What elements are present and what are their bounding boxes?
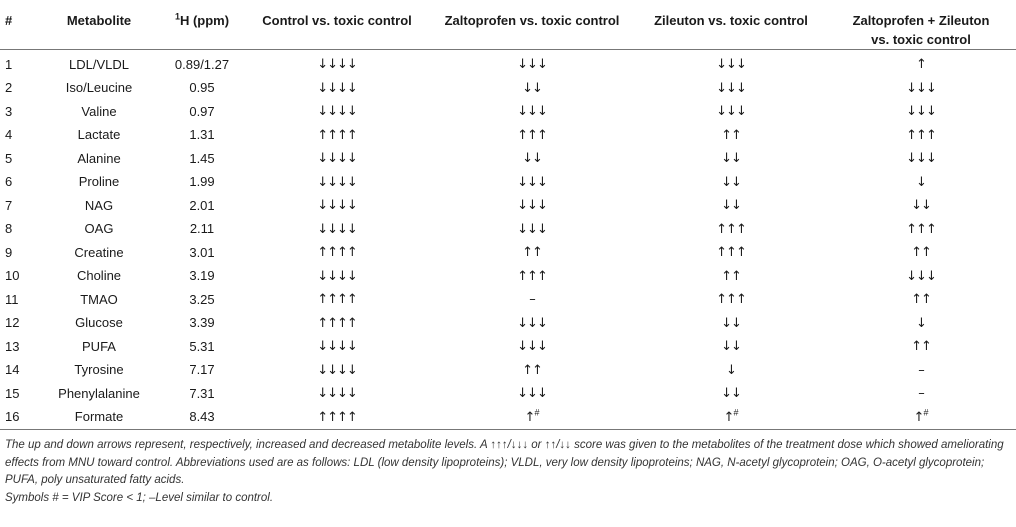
header-row (0, 0, 1016, 50)
table-footnotes (5, 437, 1011, 507)
cell-zileuton-value: ↓↓ (721, 151, 741, 167)
cell-num (0, 406, 40, 430)
cell-control-value: ↓↓↓↓ (317, 362, 357, 378)
cell-control (246, 406, 428, 430)
cell-metabolite (40, 194, 158, 218)
cell-zileuton (636, 194, 826, 218)
cell-ppm-value: 0.89/1.27 (174, 56, 230, 72)
cell-num (0, 312, 40, 336)
cell-ppm (158, 218, 246, 242)
cell-zaltoprofen-value: ↑↑ (522, 362, 542, 378)
header-num: # (0, 0, 40, 50)
cell-control-value: ↑↑↑↑ (317, 315, 357, 331)
cell-metabolite (40, 241, 158, 265)
cell-zaltoprofen-value: ↓↓↓ (517, 386, 547, 402)
cell-zileuton (636, 218, 826, 242)
cell-combo (826, 359, 1016, 383)
table-row (0, 218, 1016, 242)
cell-zaltoprofen (428, 218, 636, 242)
cell-control (246, 77, 428, 101)
cell-metabolite-value: Lactate (77, 127, 121, 143)
header-combo-line2: vs. toxic control (871, 32, 971, 47)
cell-ppm-value: 3.19 (189, 268, 215, 284)
cell-metabolite-value: TMAO (80, 291, 118, 307)
cell-zaltoprofen (428, 194, 636, 218)
cell-control-value: ↓↓↓↓ (317, 221, 357, 237)
cell-combo (826, 124, 1016, 148)
cell-num (0, 77, 40, 101)
table-row (0, 77, 1016, 101)
cell-control-value: ↓↓↓↓ (317, 268, 357, 284)
cell-metabolite (40, 359, 158, 383)
cell-metabolite (40, 382, 158, 406)
cell-zaltoprofen (428, 241, 636, 265)
cell-control-value: ↓↓↓↓ (317, 151, 357, 167)
cell-control (246, 241, 428, 265)
cell-ppm-value: 2.01 (189, 197, 215, 213)
cell-control-value: ↑↑↑↑ (317, 245, 357, 261)
cell-num (0, 241, 40, 265)
cell-combo-value: ↑↑ (911, 292, 931, 308)
cell-zileuton-value: ↑↑↑ (716, 245, 746, 261)
header-control: Control vs. toxic control (246, 0, 428, 50)
cell-combo (826, 335, 1016, 359)
cell-combo (826, 218, 1016, 242)
cell-combo (826, 171, 1016, 195)
cell-metabolite-value: NAG (84, 197, 114, 213)
cell-zaltoprofen-value: ↓↓↓ (517, 198, 547, 214)
cell-combo (826, 288, 1016, 312)
cell-ppm (158, 335, 246, 359)
cell-num-value: 5 (5, 150, 13, 166)
cell-metabolite (40, 171, 158, 195)
cell-combo-value: – (918, 362, 924, 378)
cell-control-value: ↓↓↓↓ (317, 80, 357, 96)
cell-control-value: ↓↓↓↓ (317, 104, 357, 120)
cell-zileuton (636, 359, 826, 383)
cell-control (246, 359, 428, 383)
cell-zileuton-value: ↓↓ (721, 339, 741, 355)
cell-num-value: 8 (5, 221, 13, 237)
cell-num-value: 13 (5, 338, 20, 354)
cell-combo (826, 100, 1016, 124)
cell-zaltoprofen-value: ↑↑↑ (517, 127, 547, 143)
cell-combo-value: ↓ (916, 174, 926, 190)
cell-ppm-value: 7.31 (189, 385, 215, 401)
cell-ppm (158, 50, 246, 77)
cell-zaltoprofen (428, 77, 636, 101)
cell-zileuton-value: ↓↓↓ (716, 57, 746, 73)
cell-control-value: ↓↓↓↓ (317, 198, 357, 214)
cell-ppm-value: 7.17 (189, 362, 215, 378)
cell-control-value: ↑↑↑↑ (317, 409, 357, 425)
cell-ppm-value: 3.39 (189, 315, 215, 331)
cell-num-value: 14 (5, 362, 20, 378)
cell-metabolite-value: Alanine (77, 150, 121, 166)
cell-control (246, 124, 428, 148)
cell-zileuton-value: ↓↓↓ (716, 80, 746, 96)
cell-zaltoprofen-value: ↓↓↓ (517, 174, 547, 190)
cell-zaltoprofen (428, 147, 636, 171)
cell-zileuton (636, 288, 826, 312)
vip-mark: # (923, 407, 929, 418)
cell-ppm-value: 0.95 (189, 80, 215, 96)
cell-ppm (158, 100, 246, 124)
table-row (0, 265, 1016, 289)
cell-num (0, 147, 40, 171)
table-row (0, 359, 1016, 383)
cell-ppm (158, 265, 246, 289)
table-body (0, 50, 1016, 430)
cell-metabolite-value: Choline (76, 268, 122, 284)
cell-ppm-value: 8.43 (189, 409, 215, 425)
cell-ppm-value: 1.99 (189, 174, 215, 190)
cell-num-value: 1 (5, 56, 13, 72)
cell-combo (826, 406, 1016, 430)
cell-zaltoprofen-value: ↑ (524, 409, 535, 425)
cell-combo (826, 194, 1016, 218)
cell-combo-value: ↑ (916, 57, 926, 73)
cell-metabolite-value: LDL/VLDL (69, 56, 129, 72)
cell-ppm (158, 359, 246, 383)
cell-num (0, 382, 40, 406)
cell-metabolite-value: Formate (74, 409, 124, 425)
cell-metabolite (40, 312, 158, 336)
cell-zaltoprofen (428, 100, 636, 124)
cell-metabolite (40, 77, 158, 101)
cell-combo-value: – (918, 386, 924, 402)
cell-combo (826, 382, 1016, 406)
cell-combo-value: ↓↓↓ (906, 268, 936, 284)
cell-metabolite-value: Glucose (75, 315, 123, 331)
cell-zaltoprofen-value: ↓↓↓ (517, 104, 547, 120)
cell-num (0, 288, 40, 312)
cell-ppm (158, 406, 246, 430)
table-row (0, 241, 1016, 265)
cell-ppm-value: 3.25 (189, 291, 215, 307)
cell-num-value: 2 (5, 80, 13, 96)
cell-control-value: ↓↓↓↓ (317, 386, 357, 402)
cell-control (246, 100, 428, 124)
cell-num (0, 50, 40, 77)
cell-zaltoprofen (428, 288, 636, 312)
cell-metabolite-value: Proline (78, 174, 120, 190)
cell-zaltoprofen (428, 50, 636, 77)
cell-combo-value: ↓↓↓ (906, 151, 936, 167)
cell-zaltoprofen (428, 382, 636, 406)
cell-metabolite (40, 50, 158, 77)
cell-control (246, 147, 428, 171)
cell-zaltoprofen-value: ↑↑↑ (517, 268, 547, 284)
cell-metabolite-value: OAG (84, 221, 114, 237)
cell-metabolite (40, 147, 158, 171)
cell-combo-value: ↓ (916, 315, 926, 331)
table-row (0, 50, 1016, 77)
header-ppm-superscript: 1 (174, 11, 180, 22)
table-row (0, 171, 1016, 195)
cell-zileuton-value: ↑ (723, 409, 734, 425)
cell-metabolite-value: Tyrosine (74, 362, 124, 378)
cell-ppm (158, 194, 246, 218)
cell-zaltoprofen-value: ↓↓↓ (517, 221, 547, 237)
cell-control-value: ↓↓↓↓ (317, 339, 357, 355)
cell-combo-value: ↓↓↓ (906, 80, 936, 96)
cell-combo-value: ↑↑↑ (906, 127, 936, 143)
cell-metabolite (40, 124, 158, 148)
cell-num-value: 9 (5, 244, 13, 260)
cell-zileuton-value: ↓↓ (721, 198, 741, 214)
cell-zileuton-value: ↑↑ (721, 268, 741, 284)
cell-ppm (158, 77, 246, 101)
table-row (0, 124, 1016, 148)
cell-num-value: 4 (5, 127, 13, 143)
cell-num-value: 11 (5, 291, 19, 307)
table-row (0, 100, 1016, 124)
cell-zileuton (636, 77, 826, 101)
cell-combo-value: ↑↑ (911, 339, 931, 355)
cell-control (246, 382, 428, 406)
cell-metabolite (40, 288, 158, 312)
table-row (0, 312, 1016, 336)
cell-combo-value: ↓↓ (911, 198, 931, 214)
cell-num-value: 7 (5, 197, 13, 213)
cell-control (246, 50, 428, 77)
header-metabolite: Metabolite (40, 0, 158, 50)
cell-metabolite-value: Creatine (74, 244, 124, 260)
cell-combo (826, 265, 1016, 289)
table-row (0, 288, 1016, 312)
cell-zaltoprofen-value: ↓↓ (522, 151, 542, 167)
cell-num (0, 100, 40, 124)
cell-ppm-value: 2.11 (189, 221, 215, 237)
cell-zileuton-value: ↓↓↓ (716, 104, 746, 120)
cell-num (0, 335, 40, 359)
cell-combo-value: ↑ (913, 409, 924, 425)
vip-mark: # (733, 407, 739, 418)
cell-zileuton (636, 100, 826, 124)
cell-num-value: 10 (5, 268, 20, 284)
cell-zaltoprofen-value: ↓↓↓ (517, 315, 547, 331)
cell-combo-value: ↑↑ (911, 245, 931, 261)
table-row (0, 335, 1016, 359)
cell-metabolite (40, 100, 158, 124)
table-row (0, 406, 1016, 430)
cell-combo (826, 77, 1016, 101)
cell-ppm (158, 124, 246, 148)
cell-num-value: 16 (5, 409, 20, 425)
cell-zileuton (636, 382, 826, 406)
cell-metabolite (40, 218, 158, 242)
cell-num-value: 6 (5, 174, 13, 190)
cell-control (246, 171, 428, 195)
cell-ppm (158, 288, 246, 312)
cell-metabolite (40, 335, 158, 359)
cell-control-value: ↓↓↓↓ (317, 174, 357, 190)
cell-zileuton-value: ↓ (726, 362, 736, 378)
cell-metabolite (40, 406, 158, 430)
cell-zaltoprofen-value: – (529, 292, 535, 308)
cell-combo (826, 241, 1016, 265)
cell-metabolite-value: Iso/Leucine (65, 80, 133, 96)
cell-metabolite (40, 265, 158, 289)
cell-zileuton-value: ↑↑ (721, 127, 741, 143)
cell-zaltoprofen-value: ↓↓↓ (517, 339, 547, 355)
cell-control-value: ↑↑↑↑ (317, 292, 357, 308)
cell-control (246, 265, 428, 289)
cell-zileuton (636, 147, 826, 171)
cell-zaltoprofen (428, 265, 636, 289)
cell-zaltoprofen (428, 335, 636, 359)
footnote-abbreviations: The up and down arrows represent, respectively, increased and decreased metabolite levels. A ↑↑↑/↓↓↓ or ↑↑/↓↓ score was given to the metabolites of the treatment dose which showed ameliorating effects from MNU toward control. Abbreviations used are as follows: LDL (low density lipoproteins); VLDL, very low density lipoproteins; NAG, N-acetyl glycoprotein; OAG, O-acetyl glycoprotein; PUFA, poly unsaturated fatty acids. (5, 439, 1004, 486)
cell-control (246, 288, 428, 312)
cell-zaltoprofen (428, 359, 636, 383)
cell-zileuton (636, 50, 826, 77)
cell-combo (826, 50, 1016, 77)
header-combo-line1: Zaltoprofen + Zileuton (852, 13, 990, 28)
cell-ppm-value: 5.31 (189, 338, 215, 354)
cell-zileuton (636, 265, 826, 289)
header-combo (826, 0, 1016, 50)
cell-combo-value: ↓↓↓ (906, 104, 936, 120)
cell-zileuton-value: ↓↓ (721, 386, 741, 402)
cell-zaltoprofen (428, 124, 636, 148)
cell-zaltoprofen (428, 171, 636, 195)
cell-zaltoprofen (428, 406, 636, 430)
cell-ppm (158, 241, 246, 265)
cell-zileuton (636, 241, 826, 265)
cell-ppm (158, 171, 246, 195)
cell-combo (826, 147, 1016, 171)
cell-num-value: 15 (5, 385, 20, 401)
cell-ppm-value: 1.45 (189, 150, 215, 166)
cell-ppm (158, 312, 246, 336)
cell-zileuton (636, 335, 826, 359)
cell-num (0, 124, 40, 148)
table-row (0, 147, 1016, 171)
cell-control-value: ↑↑↑↑ (317, 127, 357, 143)
cell-num (0, 171, 40, 195)
cell-zaltoprofen-value: ↑↑ (522, 245, 542, 261)
cell-zileuton-value: ↑↑↑ (716, 221, 746, 237)
cell-num-value: 3 (5, 103, 13, 119)
cell-ppm-value: 0.97 (189, 103, 215, 119)
header-zileuton: Zileuton vs. toxic control (636, 0, 826, 50)
header-ppm (158, 0, 246, 50)
cell-metabolite-value: Phenylalanine (58, 385, 140, 401)
cell-zileuton-value: ↓↓ (721, 174, 741, 190)
cell-zileuton (636, 406, 826, 430)
cell-metabolite-value: Valine (81, 103, 117, 119)
cell-combo (826, 312, 1016, 336)
cell-num (0, 265, 40, 289)
cell-zileuton (636, 312, 826, 336)
cell-control (246, 312, 428, 336)
table-row (0, 382, 1016, 406)
cell-metabolite-value: PUFA (82, 338, 116, 354)
cell-combo-value: ↑↑↑ (906, 221, 936, 237)
footnote-symbols: Symbols # = VIP Score < 1; –Level similar to control. (5, 491, 274, 504)
header-zaltoprofen: Zaltoprofen vs. toxic control (428, 0, 636, 50)
cell-control (246, 218, 428, 242)
table-row (0, 194, 1016, 218)
cell-zaltoprofen-value: ↓↓ (522, 80, 542, 96)
cell-control (246, 335, 428, 359)
cell-ppm (158, 147, 246, 171)
cell-num (0, 194, 40, 218)
cell-zaltoprofen-value: ↓↓↓ (517, 57, 547, 73)
cell-num-value: 12 (5, 315, 20, 331)
cell-ppm-value: 3.01 (189, 244, 215, 260)
cell-control (246, 194, 428, 218)
cell-ppm-value: 1.31 (189, 127, 215, 143)
cell-zileuton (636, 171, 826, 195)
cell-zaltoprofen (428, 312, 636, 336)
cell-zileuton-value: ↑↑↑ (716, 292, 746, 308)
cell-zileuton (636, 124, 826, 148)
cell-zileuton-value: ↓↓ (721, 315, 741, 331)
cell-num (0, 359, 40, 383)
header-ppm-label: H (ppm) (179, 13, 230, 28)
cell-control-value: ↓↓↓↓ (317, 57, 357, 73)
vip-mark: # (534, 407, 540, 418)
cell-num (0, 218, 40, 242)
cell-ppm (158, 382, 246, 406)
